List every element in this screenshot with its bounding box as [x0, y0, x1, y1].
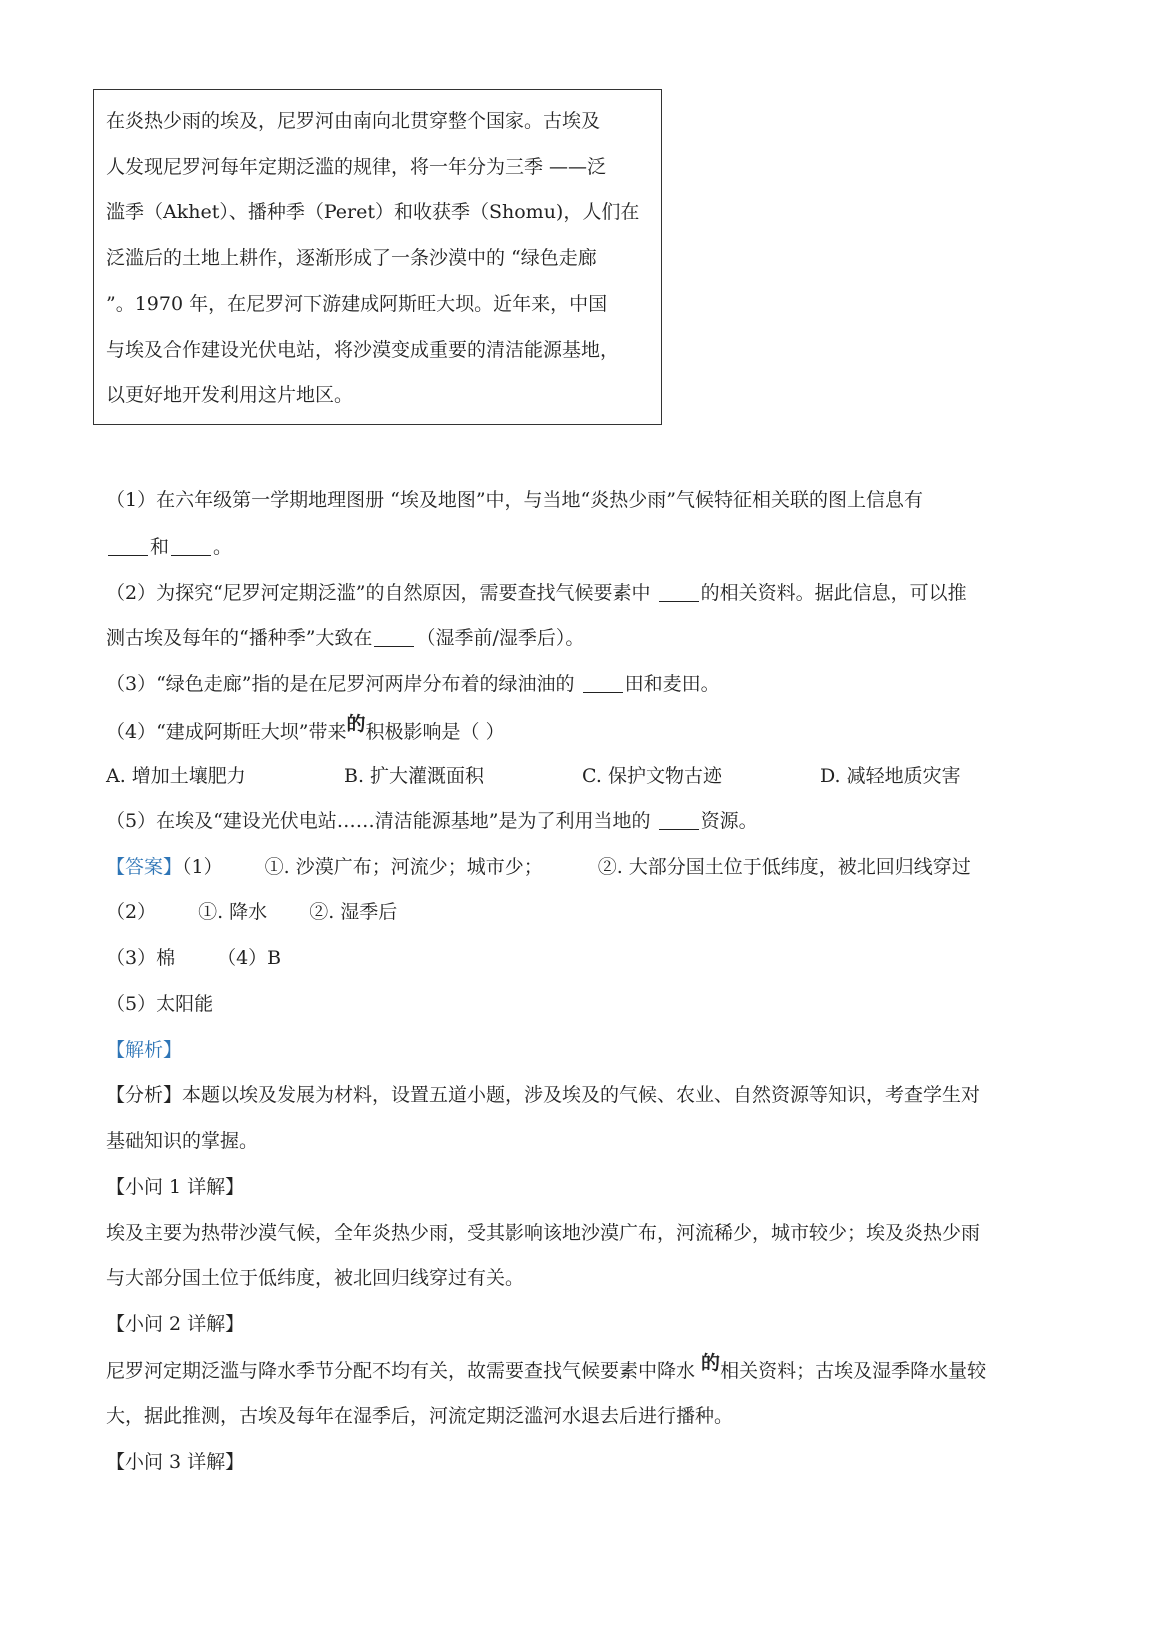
analysis-intro-line-2: 基础知识的掌握。 [106, 1130, 259, 1152]
subquestion-2-title: 【小问 2 详解】 [106, 1313, 245, 1335]
question-1-line-1: （1）在六年级第一学期地理图册 “埃及地图”中，与当地“炎热少雨”气候特征相关联的图上信息有 [106, 489, 923, 511]
subquestion-1-title: 【小问 1 详解】 [106, 1176, 245, 1198]
material-line: 滥季（Akhet）、播种季（Peret）和收获季（Shomu)，人们在 [106, 201, 640, 223]
answer-2: （2） ①. 降水 ②. 湿季后 [106, 901, 398, 923]
answer-5: （5）太阳能 [106, 993, 214, 1015]
answer-blank [583, 691, 623, 693]
analysis-intro-line-1: 【分析】本题以埃及发展为材料，设置五道小题，涉及埃及的气候、农业、自然资源等知识，考查学生对 [106, 1084, 981, 1106]
question-2-line-1: （2）为探究“尼罗河定期泛滥”的自然原因，需要查找气候要素中 的相关资料。据此信息，可以推 [106, 582, 967, 604]
subquestion-2-line-1: 尼罗河定期泛滥与降水季节分配不均有关，故需要查找气候要素中降水 的相关资料；古埃及湿季降水量较 [106, 1352, 987, 1382]
answer-3-4: （3）棉 （4）B [106, 947, 282, 969]
material-line: 以更好地开发利用这片地区。 [106, 384, 354, 406]
material-line: 泛滥后的土地上耕作，逐渐形成了一条沙漠中的 “绿色走廊 [106, 247, 597, 269]
option-a: A. 增加土壤肥力 [106, 765, 246, 787]
answer-blank [659, 600, 699, 602]
question-1-line-2: 和 。 [106, 532, 232, 559]
subquestion-3-title: 【小问 3 详解】 [106, 1451, 245, 1473]
answer-blank [374, 645, 414, 647]
answer-label: 【答案】 [106, 856, 183, 878]
material-line: 在炎热少雨的埃及，尼罗河由南向北贯穿整个国家。古埃及 [106, 110, 601, 132]
material-line: 人发现尼罗河每年定期泛滥的规律，将一年分为三季 ——泛 [106, 156, 607, 178]
answer-1: 【答案】（1） ①. 沙漠广布；河流少；城市少； ②. 大部分国土位于低纬度，被北回归线穿过 [106, 856, 971, 878]
option-c: C. 保护文物古迹 [582, 765, 722, 787]
question-3: （3）“绿色走廊”指的是在尼罗河两岸分布着的绿油油的 田和麦田。 [106, 673, 720, 695]
answer-blank [171, 554, 211, 556]
subquestion-2-line-2: 大，据此推测，古埃及每年在湿季后，河流定期泛滥河水退去后进行播种。 [106, 1405, 734, 1427]
question-4: （4）“建成阿斯旺大坝”带来的积极影响是（ ） [106, 713, 505, 743]
analysis-label: 【解析】 [106, 1039, 183, 1061]
question-2-line-2: 测古埃及每年的“播种季”大致在 （湿季前/湿季后）。 [106, 627, 585, 649]
subquestion-1-line-1: 埃及主要为热带沙漠气候，全年炎热少雨，受其影响该地沙漠广布，河流稀少，城市较少；埃及炎热少雨 [106, 1222, 981, 1244]
question-5: （5）在埃及“建设光伏电站……清洁能源基地”是为了利用当地的 资源。 [106, 810, 758, 832]
material-line: ”。1970 年，在尼罗河下游建成阿斯旺大坝。近年来，中国 [106, 293, 608, 315]
option-b: B. 扩大灌溉面积 [344, 765, 485, 787]
answer-blank [108, 554, 148, 556]
subquestion-1-line-2: 与大部分国土位于低纬度，被北回归线穿过有关。 [106, 1267, 525, 1289]
material-line: 与埃及合作建设光伏电站，将沙漠变成重要的清洁能源基地， [106, 339, 620, 361]
answer-blank [659, 828, 699, 830]
option-d: D. 减轻地质灾害 [820, 765, 961, 787]
